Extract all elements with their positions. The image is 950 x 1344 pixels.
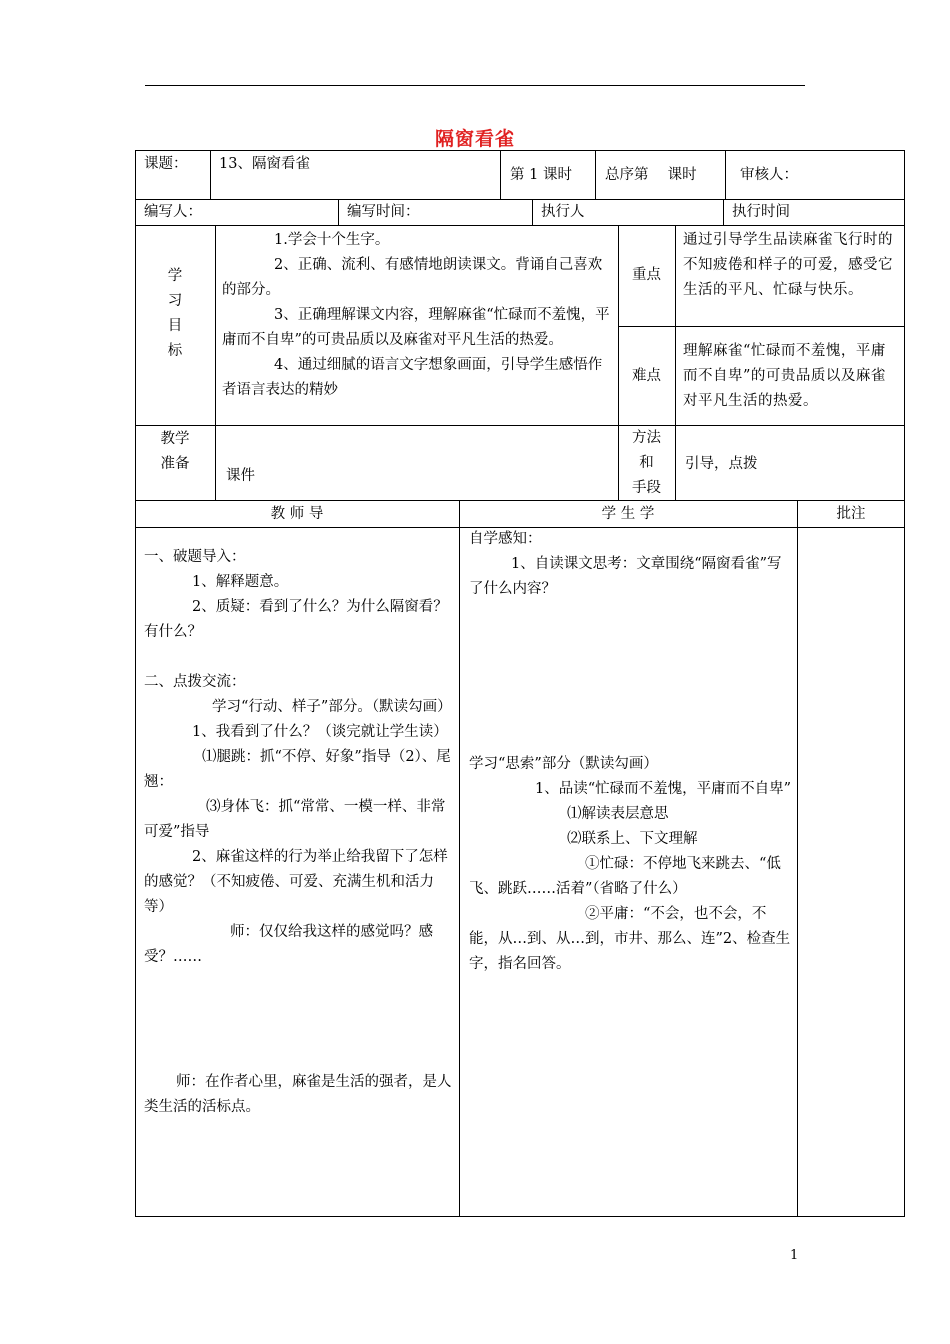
teacher-line: 2、质疑：看到了什么？为什么隔窗看？有什么？: [144, 599, 448, 640]
goal-item: 2、正确、流利、有感情地朗读课文。背诵自己喜欢的部分。: [222, 257, 603, 298]
difficult-label: 难点: [632, 368, 661, 384]
col-divider: [459, 500, 460, 1217]
goals-label: 学 习 目 标: [167, 268, 183, 359]
col-divider: [595, 150, 596, 199]
teacher-content: [144, 545, 454, 1120]
key-text: 通过引导学生品读麻雀飞行时的不知疲倦和样子的可爱，感受它生活的平凡、忙碌与快乐。: [683, 232, 893, 298]
key-label: 重点: [632, 267, 661, 283]
goal-item: 4、通过细腻的语言文字想象画面，引导学生感悟作者语言表达的精妙: [222, 357, 603, 398]
teacher-line: 一、破题导入：: [144, 549, 246, 565]
page-number: 1: [790, 1248, 799, 1263]
teacher-line: 1、解释题意。: [192, 574, 289, 590]
teacher-column-header: 教 师 导: [270, 506, 324, 522]
method-value: 引导，点拨: [685, 456, 758, 472]
col-divider: [723, 199, 724, 225]
header-rule: [145, 85, 805, 86]
teacher-line: 师：仅仅给我这样的感觉吗？感受？……: [144, 924, 433, 965]
goal-item: 3、正确理解课文内容，理解麻雀“忙碌而不羞愧，平庸而不自卑”的可贵品质以及麻雀对平凡生活的热爱。: [222, 307, 610, 348]
student-line: 学习“思索”部分（默读勾画）: [469, 756, 658, 772]
course-label: 课题：: [144, 156, 188, 172]
student-line: ①忙碌：不停地飞来跳去、“低飞、跳跃……活着”（省略了什么）: [469, 856, 781, 897]
col-divider: [210, 150, 211, 199]
prep-value: 课件: [226, 468, 255, 484]
student-line: 1、自读课文思考：文章围绕“隔窗看雀”写了什么内容？: [469, 556, 782, 597]
student-line: ⑵联系上、下文理解: [567, 831, 698, 847]
goals-list: [222, 228, 614, 403]
teacher-line: 1、我看到了什么？（谈完就让学生读）: [192, 724, 448, 740]
col-divider: [675, 225, 676, 500]
teacher-line: 2、麻雀这样的行为举止给我留下了怎样的感觉？（不知疲倦、可爱、充满生机和活力等）: [144, 849, 448, 915]
method-label: 方法 和 手段: [632, 430, 661, 496]
writer-label: 编写人：: [144, 204, 202, 220]
difficult-text: 理解麻雀“忙碌而不羞愧，平庸而不自卑”的可贵品质以及麻雀对平凡生活的热爱。: [683, 343, 886, 409]
reviewer-label: 审核人：: [740, 167, 798, 183]
row-divider: [135, 500, 905, 501]
student-column-header: 学 生 学: [601, 506, 655, 522]
student-line: ⑴解读表层意思: [567, 806, 669, 822]
row-divider: [135, 225, 905, 226]
student-line: ②平庸：“不会，也不会，不能，从…到、从…到，市井、那么、连”2、检查生字，指名回答。: [469, 906, 791, 972]
lesson-number: 第 1 课时: [510, 167, 572, 183]
teacher-line: ⑴腿跳：抓“不停、好象”指导（2）、尾翘：: [144, 749, 451, 790]
write-time-label: 编写时间：: [347, 204, 420, 220]
col-divider: [338, 199, 339, 225]
student-content: [469, 527, 793, 977]
course-value: 13、隔窗看雀: [219, 156, 310, 172]
student-line: 1、品读“忙碌而不羞愧，平庸而不自卑”: [535, 781, 792, 797]
row-divider: [618, 326, 905, 327]
prep-label: 教学 准备: [160, 431, 190, 472]
col-divider: [500, 150, 501, 199]
col-divider: [215, 225, 216, 500]
teacher-line: 师：在作者心里，麻雀是生活的强者，是人类生活的活标点。: [144, 1074, 452, 1115]
student-line: 自学感知：: [469, 531, 542, 547]
teacher-line: 学习“行动、样子”部分。（默读勾画）: [212, 699, 452, 715]
total-lesson: 总序第 课时: [605, 167, 697, 183]
row-divider: [135, 425, 905, 426]
col-divider: [532, 199, 533, 225]
teacher-line: 二、点拨交流：: [144, 674, 246, 690]
document-title: 隔窗看雀: [434, 128, 515, 150]
exec-time-label: 执行时间: [732, 204, 790, 220]
note-column-header: 批注: [836, 506, 866, 522]
col-divider: [797, 500, 798, 1217]
col-divider: [725, 150, 726, 199]
teacher-line: ⑶身体飞：抓“常常、一模一样、非常可爱”指导: [144, 799, 446, 840]
goal-item: 1.学会十个生字。: [274, 232, 390, 248]
executor-label: 执行人: [541, 204, 585, 220]
